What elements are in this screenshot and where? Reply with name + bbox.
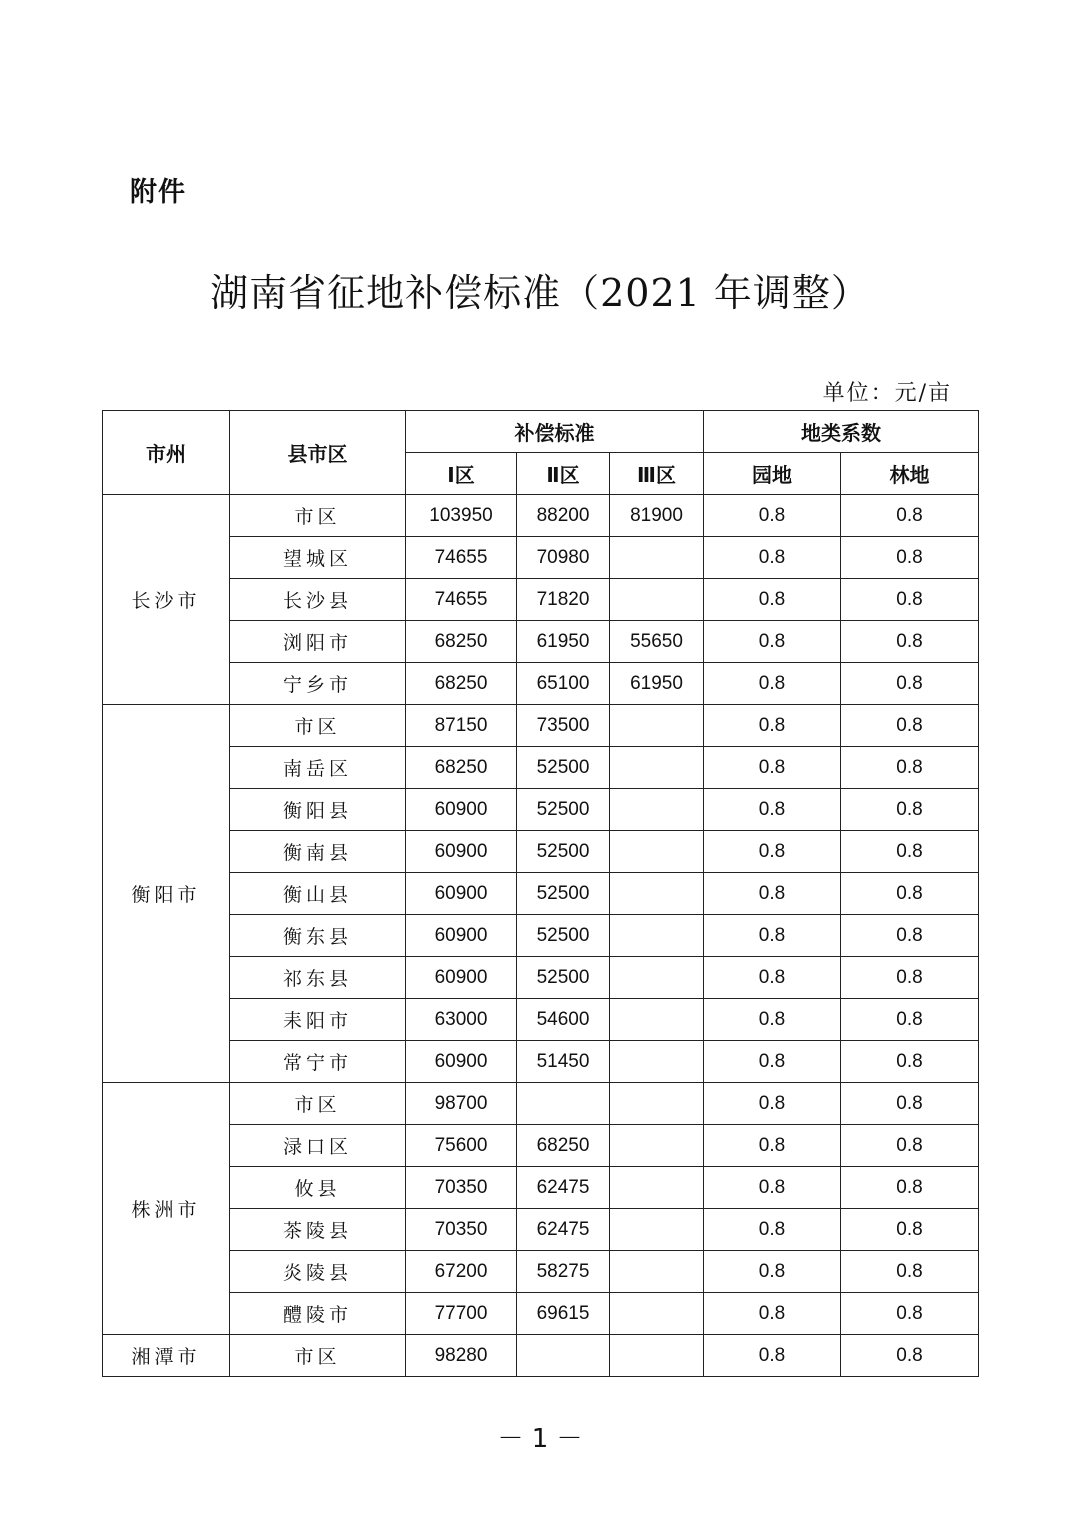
- table-row: [103, 705, 979, 747]
- orchard-coef-cell: 0.8: [704, 537, 841, 579]
- zone3-cell: [610, 789, 704, 831]
- orchard-coef-cell: 0.8: [704, 1167, 841, 1209]
- zone3-cell: [610, 1083, 704, 1125]
- zone3-cell: [610, 705, 704, 747]
- zone1-cell: 103950: [406, 495, 517, 537]
- orchard-coef-cell: 0.8: [704, 1209, 841, 1251]
- zone2-cell: 52500: [517, 873, 610, 915]
- header-zone1: Ⅰ区: [406, 453, 517, 495]
- orchard-coef-cell: 0.8: [704, 1125, 841, 1167]
- forest-coef-cell: 0.8: [841, 537, 979, 579]
- header-zone2: Ⅱ区: [517, 453, 610, 495]
- forest-coef-cell: 0.8: [841, 831, 979, 873]
- zone2-cell: 52500: [517, 789, 610, 831]
- compensation-table: [102, 410, 979, 1377]
- zone1-cell: 77700: [406, 1293, 517, 1335]
- orchard-coef-cell: 0.8: [704, 1251, 841, 1293]
- zone2-cell: 54600: [517, 999, 610, 1041]
- zone1-cell: 98700: [406, 1083, 517, 1125]
- header-orchard: 园地: [704, 453, 841, 495]
- orchard-coef-cell: 0.8: [704, 747, 841, 789]
- district-cell: 衡南县: [230, 831, 406, 873]
- zone3-cell: 55650: [610, 621, 704, 663]
- zone2-cell: [517, 1335, 610, 1377]
- zone2-cell: 52500: [517, 747, 610, 789]
- header-zone3: Ⅲ区: [610, 453, 704, 495]
- table-row: [103, 663, 979, 705]
- forest-coef-cell: 0.8: [841, 1251, 979, 1293]
- zone2-cell: 73500: [517, 705, 610, 747]
- district-cell: 祁东县: [230, 957, 406, 999]
- orchard-coef-cell: 0.8: [704, 1041, 841, 1083]
- orchard-coef-cell: 0.8: [704, 831, 841, 873]
- city-cell: 湘潭市: [103, 1335, 230, 1377]
- zone3-cell: [610, 957, 704, 999]
- zone1-cell: 68250: [406, 747, 517, 789]
- forest-coef-cell: 0.8: [841, 999, 979, 1041]
- header-district: 县市区: [230, 411, 406, 495]
- forest-coef-cell: 0.8: [841, 1167, 979, 1209]
- document-title: 湖南省征地补偿标准（2021 年调整）: [210, 271, 870, 315]
- zone2-cell: 52500: [517, 957, 610, 999]
- zone2-cell: 69615: [517, 1293, 610, 1335]
- zone3-cell: [610, 1125, 704, 1167]
- forest-coef-cell: 0.8: [841, 1083, 979, 1125]
- zone3-cell: [610, 579, 704, 621]
- orchard-coef-cell: 0.8: [704, 621, 841, 663]
- zone3-cell: [610, 537, 704, 579]
- table-row: [103, 1083, 979, 1125]
- table-row: [103, 1335, 979, 1377]
- district-cell: 茶陵县: [230, 1209, 406, 1251]
- table-row: [103, 957, 979, 999]
- zone1-cell: 74655: [406, 579, 517, 621]
- zone1-cell: 75600: [406, 1125, 517, 1167]
- zone2-cell: 58275: [517, 1251, 610, 1293]
- zone3-cell: [610, 1041, 704, 1083]
- zone1-cell: 68250: [406, 663, 517, 705]
- forest-coef-cell: 0.8: [841, 1125, 979, 1167]
- zone1-cell: 68250: [406, 621, 517, 663]
- district-cell: 衡山县: [230, 873, 406, 915]
- district-cell: 南岳区: [230, 747, 406, 789]
- orchard-coef-cell: 0.8: [704, 915, 841, 957]
- zone1-cell: 98280: [406, 1335, 517, 1377]
- forest-coef-cell: 0.8: [841, 747, 979, 789]
- district-cell: 炎陵县: [230, 1251, 406, 1293]
- orchard-coef-cell: 0.8: [704, 999, 841, 1041]
- city-cell: 长沙市: [103, 495, 230, 705]
- table-row: [103, 915, 979, 957]
- zone3-cell: [610, 873, 704, 915]
- zone2-cell: 52500: [517, 915, 610, 957]
- forest-coef-cell: 0.8: [841, 705, 979, 747]
- forest-coef-cell: 0.8: [841, 873, 979, 915]
- zone1-cell: 87150: [406, 705, 517, 747]
- zone1-cell: 60900: [406, 789, 517, 831]
- zone1-cell: 70350: [406, 1209, 517, 1251]
- header-row-1: [103, 411, 979, 453]
- orchard-coef-cell: 0.8: [704, 1335, 841, 1377]
- zone1-cell: 60900: [406, 1041, 517, 1083]
- forest-coef-cell: 0.8: [841, 495, 979, 537]
- attachment-label: 附件: [130, 177, 186, 208]
- table-row: [103, 1293, 979, 1335]
- district-cell: 耒阳市: [230, 999, 406, 1041]
- zone1-cell: 60900: [406, 873, 517, 915]
- zone2-cell: 70980: [517, 537, 610, 579]
- zone2-cell: [517, 1083, 610, 1125]
- orchard-coef-cell: 0.8: [704, 1293, 841, 1335]
- district-cell: 攸县: [230, 1167, 406, 1209]
- forest-coef-cell: 0.8: [841, 915, 979, 957]
- table-row: [103, 1251, 979, 1293]
- district-cell: 长沙县: [230, 579, 406, 621]
- zone3-cell: [610, 1335, 704, 1377]
- forest-coef-cell: 0.8: [841, 621, 979, 663]
- district-cell: 醴陵市: [230, 1293, 406, 1335]
- district-cell: 浏阳市: [230, 621, 406, 663]
- district-cell: 市区: [230, 495, 406, 537]
- district-cell: 常宁市: [230, 1041, 406, 1083]
- table-row: [103, 621, 979, 663]
- zone3-cell: [610, 1251, 704, 1293]
- zone3-cell: [610, 831, 704, 873]
- district-cell: 宁乡市: [230, 663, 406, 705]
- forest-coef-cell: 0.8: [841, 957, 979, 999]
- district-cell: 衡阳县: [230, 789, 406, 831]
- zone3-cell: [610, 747, 704, 789]
- forest-coef-cell: 0.8: [841, 579, 979, 621]
- header-coefficient: 地类系数: [704, 411, 979, 453]
- orchard-coef-cell: 0.8: [704, 789, 841, 831]
- orchard-coef-cell: 0.8: [704, 957, 841, 999]
- header-forest: 林地: [841, 453, 979, 495]
- zone2-cell: 51450: [517, 1041, 610, 1083]
- district-cell: 衡东县: [230, 915, 406, 957]
- forest-coef-cell: 0.8: [841, 1335, 979, 1377]
- unit-label: 单位：元/亩: [822, 381, 952, 406]
- header-compensation: 补偿标准: [406, 411, 704, 453]
- forest-coef-cell: 0.8: [841, 1041, 979, 1083]
- forest-coef-cell: 0.8: [841, 789, 979, 831]
- orchard-coef-cell: 0.8: [704, 1083, 841, 1125]
- zone1-cell: 74655: [406, 537, 517, 579]
- district-cell: 市区: [230, 1335, 406, 1377]
- zone1-cell: 60900: [406, 957, 517, 999]
- zone3-cell: [610, 1167, 704, 1209]
- district-cell: 渌口区: [230, 1125, 406, 1167]
- forest-coef-cell: 0.8: [841, 1209, 979, 1251]
- table-row: [103, 1041, 979, 1083]
- page-number: － 1 －: [497, 1424, 583, 1454]
- zone1-cell: 70350: [406, 1167, 517, 1209]
- table-row: [103, 873, 979, 915]
- zone3-cell: [610, 915, 704, 957]
- table-row: [103, 495, 979, 537]
- city-cell: 衡阳市: [103, 705, 230, 1083]
- zone2-cell: 88200: [517, 495, 610, 537]
- zone2-cell: 71820: [517, 579, 610, 621]
- table-row: [103, 1209, 979, 1251]
- zone1-cell: 63000: [406, 999, 517, 1041]
- zone3-cell: [610, 999, 704, 1041]
- forest-coef-cell: 0.8: [841, 663, 979, 705]
- orchard-coef-cell: 0.8: [704, 579, 841, 621]
- table-row: [103, 789, 979, 831]
- header-city: 市州: [103, 411, 230, 495]
- forest-coef-cell: 0.8: [841, 1293, 979, 1335]
- zone3-cell: 81900: [610, 495, 704, 537]
- orchard-coef-cell: 0.8: [704, 705, 841, 747]
- table-row: [103, 747, 979, 789]
- table-row: [103, 1167, 979, 1209]
- city-cell: 株洲市: [103, 1083, 230, 1335]
- table-row: [103, 579, 979, 621]
- table-row: [103, 537, 979, 579]
- zone1-cell: 60900: [406, 831, 517, 873]
- table-row: [103, 999, 979, 1041]
- zone3-cell: [610, 1293, 704, 1335]
- zone1-cell: 60900: [406, 915, 517, 957]
- table-row: [103, 831, 979, 873]
- district-cell: 市区: [230, 1083, 406, 1125]
- table-body: [103, 495, 979, 1377]
- zone3-cell: [610, 1209, 704, 1251]
- zone2-cell: 52500: [517, 831, 610, 873]
- orchard-coef-cell: 0.8: [704, 873, 841, 915]
- district-cell: 市区: [230, 705, 406, 747]
- zone2-cell: 68250: [517, 1125, 610, 1167]
- zone1-cell: 67200: [406, 1251, 517, 1293]
- orchard-coef-cell: 0.8: [704, 495, 841, 537]
- zone2-cell: 61950: [517, 621, 610, 663]
- zone2-cell: 62475: [517, 1167, 610, 1209]
- district-cell: 望城区: [230, 537, 406, 579]
- zone2-cell: 65100: [517, 663, 610, 705]
- zone2-cell: 62475: [517, 1209, 610, 1251]
- table-row: [103, 1125, 979, 1167]
- zone3-cell: 61950: [610, 663, 704, 705]
- orchard-coef-cell: 0.8: [704, 663, 841, 705]
